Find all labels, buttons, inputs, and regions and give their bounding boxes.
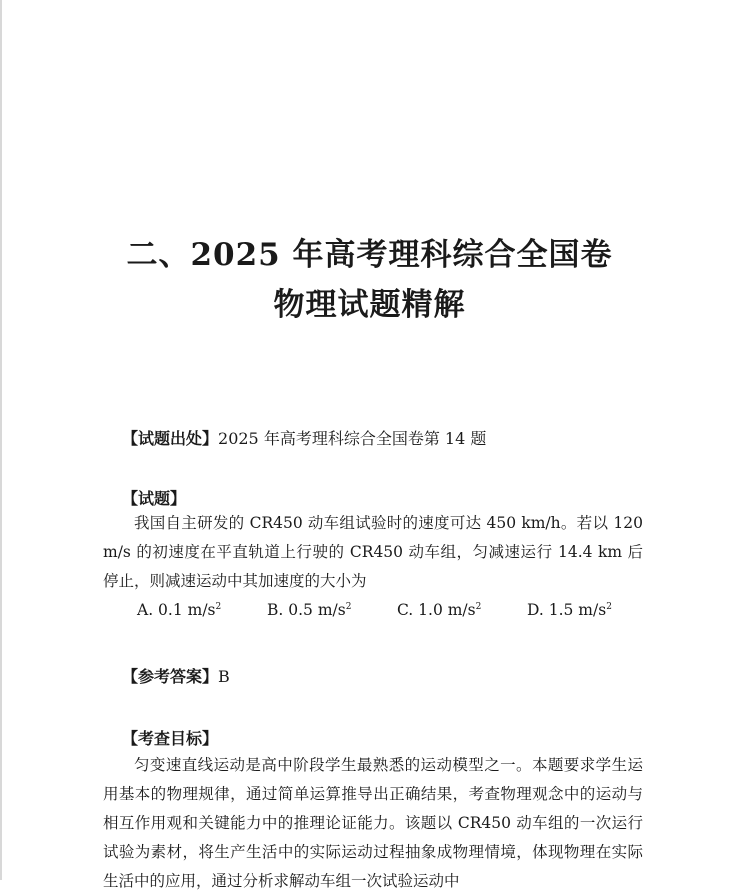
source-label: 【试题出处】 [122,429,219,448]
page-title-line-2: 物理试题精解 [273,287,466,323]
answer-label: 【参考答案】 [122,667,219,686]
question-body: 我国自主研发的 CR450 动车组试验时的速度可达 450 km/h。若以 120 m/s 的初速度在平直轨道上行驶的 CR450 动车组，匀减速运行 14.4 km 后停止，则减速运动中其加速度的大小为 [103,514,643,590]
answer-value: B [218,667,230,686]
page-edge [0,0,2,880]
source-text: 2025 年高考理科综合全国卷第 14 题 [218,429,487,448]
option-c: C. 1.0 $m/s^2$ [397,601,482,619]
objective-body: 匀变速直线运动是高中阶段学生最熟悉的运动模型之一。本题要求学生运用基本的物理规律，通过简单运算推导出正确结果，考查物理观念中的运动与相互作用观和关键能力中的推理论证能力。该题以 CR450 动车组的一次运行试验为素材，将生产生活中的实际运动过程抽象成物理情境，体现物理在实际生活中的应用，通过分析求解动车组一次试验运动中 [103,756,643,890]
objective-label: 【考查目标】 [122,729,219,748]
option-a: A. 0.1 $m/s^2$ [137,601,222,619]
answer-section [122,664,230,687]
option-b: B. 0.5 $m/s^2$ [267,601,352,619]
answer-options [137,601,657,619]
option-d: D. 1.5 $m/s^2$ [527,601,612,619]
page-title-line-1: 二、2025 年高考理科综合全国卷 [126,237,613,273]
source-section [122,426,486,449]
question-label: 【试题】 [122,489,187,508]
